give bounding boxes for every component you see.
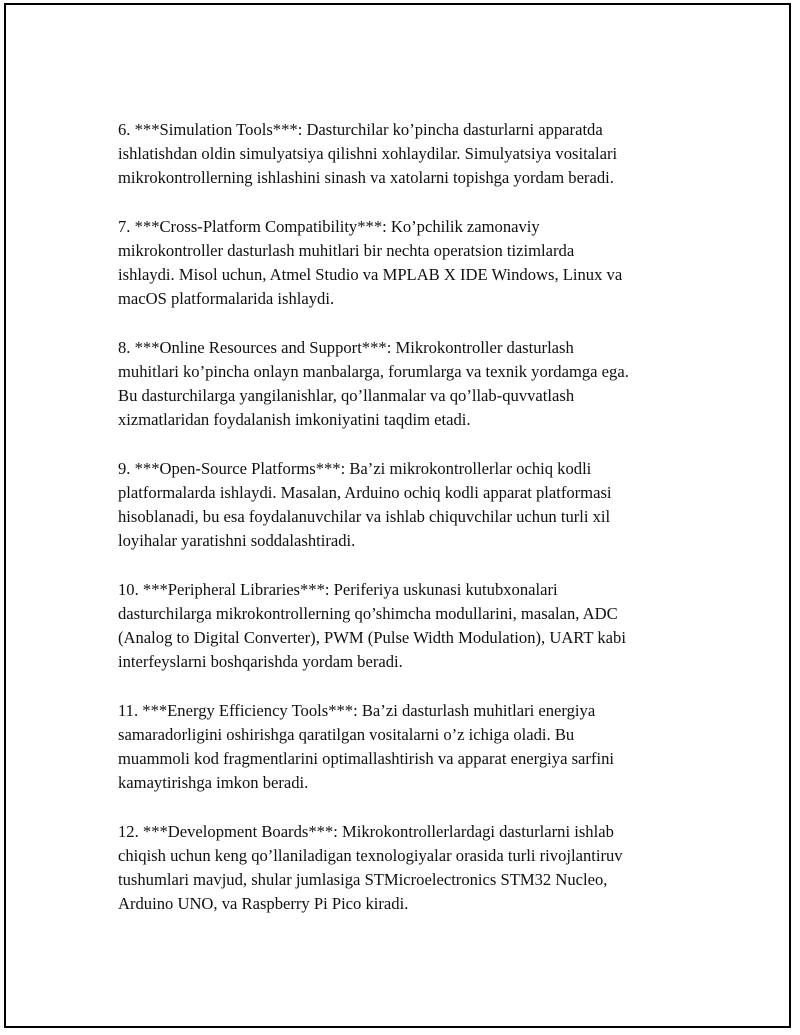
text-line: platformalarda ishlaydi. Masalan, Arduino ochiq kodli apparat platformasi — [118, 483, 612, 502]
paragraph-peripheral-libraries — [118, 578, 688, 675]
text-line: samaradorligini oshirishga qaratilgan vositalarni o’z ichiga oladi. Bu — [118, 725, 575, 744]
paragraph-online-resources — [118, 336, 688, 433]
text-line: hisoblanadi, bu esa foydalanuvchilar va ishlab chiquvchilar uchun turli xil — [118, 507, 611, 527]
text-line: Arduino UNO, va Raspberry Pi Pico kiradi. — [118, 894, 409, 914]
text-line: 6. ***Simulation Tools***: Dasturchilar ko’pincha dasturlarni apparatda — [118, 120, 603, 139]
text-line: loyihalar yaratishni soddalashtiradi. — [118, 531, 356, 551]
text-line: Bu dasturchilarga yangilanishlar, qo’llanmalar va qo’llab-quvvatlash — [118, 386, 575, 406]
text-line: mikrokontrollerning ishlashini sinash va xatolarni topishga yordam beradi. — [118, 168, 614, 188]
text-line: ishlaydi. Misol uchun, Atmel Studio va MPLAB X IDE Windows, Linux va — [118, 265, 623, 285]
text-line: dasturchilarga mikrokontrollerning qo’shimcha modullarini, masalan, ADC — [118, 604, 618, 623]
text-line: 10. ***Peripheral Libraries***: Periferiya uskunasi kutubxonalari — [118, 579, 558, 599]
text-line: interfeyslarni boshqarishda yordam beradi. — [118, 652, 403, 672]
text-line: 9. ***Open-Source Platforms***: Ba’zi mikrokontrollerlar ochiq kodli — [118, 458, 592, 478]
text-line: 11. ***Energy Efficiency Tools***: Ba’zi dasturlash muhitlari energiya — [118, 700, 596, 720]
text-line: kamaytirishga imkon beradi. — [118, 773, 309, 793]
text-line: 8. ***Online Resources and Support***: Mikrokontroller dasturlash — [118, 337, 574, 357]
text-line: chiqish uchun keng qo’llaniladigan texnologiyalar orasida turli rivojlantiruv — [118, 846, 623, 865]
text-line: (Analog to Digital Converter), PWM (Pulse Width Modulation), UART kabi — [118, 628, 626, 648]
text-line: 7. ***Cross-Platform Compatibility***: Ko’pchilik zamonaviy — [118, 216, 540, 236]
paragraph-simulation-tools — [118, 118, 688, 191]
text-line: muhitlari ko’pincha onlayn manbalarga, forumlarga va texnik yordamga ega. — [118, 362, 629, 381]
paragraph-energy-efficiency — [118, 699, 688, 796]
text-line: mikrokontroller dasturlash muhitlari bir nechta operatsion tizimlarda — [118, 241, 575, 260]
text-line: macOS platformalarida ishlaydi. — [118, 289, 335, 309]
document-body — [118, 118, 688, 941]
paragraph-cross-platform — [118, 215, 688, 312]
paragraph-development-boards — [118, 820, 688, 917]
text-line: ishlatishdan oldin simulyatsiya qilishni xohlaydilar. Simulyatsiya vositalari — [118, 144, 618, 164]
text-line: 12. ***Development Boards***: Mikrokontrollerlardagi dasturlarni ishlab — [118, 821, 614, 841]
text-line: xizmatlaridan foydalanish imkoniyatini taqdim etadi. — [118, 410, 471, 430]
text-line: muammoli kod fragmentlarini optimallashtirish va apparat energiya sarfini — [118, 749, 614, 769]
paragraph-open-source — [118, 457, 688, 554]
text-line: tushumlari mavjud, shular jumlasiga STMicroelectronics STM32 Nucleo, — [118, 870, 608, 890]
